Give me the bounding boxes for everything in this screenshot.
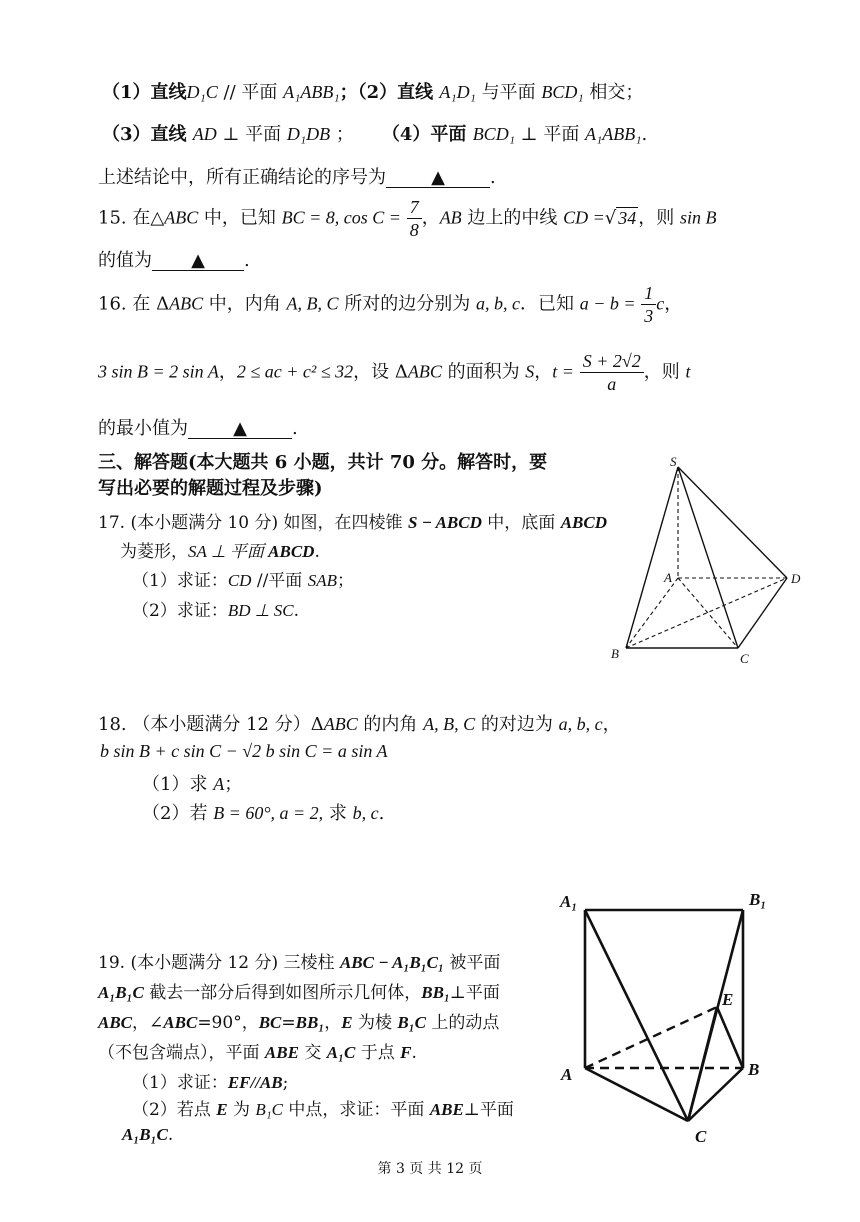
text: 相交； <box>583 82 644 103</box>
math: t = <box>552 361 574 382</box>
text: 17. (本小题满分 10 分) 如图，在四棱锥 <box>98 513 408 533</box>
math: E <box>341 1013 353 1032</box>
text: （1）直线 <box>102 82 187 103</box>
math: D₁C <box>186 82 218 102</box>
q19-line-4 <box>98 1038 417 1063</box>
q17-line-1 <box>98 508 607 533</box>
text: （3）直线 <box>102 124 193 145</box>
text: . <box>378 803 385 824</box>
vertex-label-b: B <box>611 646 619 661</box>
text: 中，内角 <box>203 293 287 315</box>
math: A₁D₁ <box>439 82 476 102</box>
text: 上述结论中，所有正确结论的序号为 <box>98 167 386 188</box>
text: . <box>244 250 250 271</box>
text: 为棱 <box>352 1013 398 1033</box>
text: . <box>490 167 496 188</box>
text: （2）求证： <box>132 601 228 621</box>
math: F <box>400 1043 412 1062</box>
text: . <box>641 124 648 145</box>
math: B₁C <box>255 1100 284 1119</box>
math: SAB <box>307 571 337 590</box>
vertex-label-c: C <box>740 651 749 666</box>
text: 的对边为 <box>475 714 559 735</box>
math: AD <box>192 124 217 144</box>
math: a, b, c <box>475 293 520 314</box>
q18-line-1 <box>98 710 621 736</box>
math: A₁ABB₁ <box>283 82 340 102</box>
text: 中，底面 <box>481 513 561 533</box>
math: SA ⊥ 平面 <box>188 542 269 561</box>
math: ABE <box>264 1043 299 1062</box>
q19-line-2 <box>98 978 500 1003</box>
denominator: 8 <box>409 220 419 240</box>
vertex-label-b: B <box>748 1060 760 1079</box>
triangle-icon: ▲ <box>233 418 247 439</box>
math: CD = <box>563 207 605 228</box>
text: （2）若点 <box>132 1100 217 1120</box>
text: ， <box>602 714 621 735</box>
math: S <box>525 361 535 382</box>
text: 为 <box>227 1100 256 1120</box>
math: ABC − A₁B₁C₁ <box>339 953 444 972</box>
math: t <box>685 361 691 382</box>
text: 的最小值为 <box>98 418 188 439</box>
q15-line-1 <box>98 196 717 241</box>
text: . <box>411 1043 417 1063</box>
math: 2 ≤ ac + c² ≤ 32 <box>236 361 354 382</box>
text: ， <box>664 293 683 315</box>
text: ．已知 <box>519 293 580 315</box>
text: ，∠ <box>132 1013 164 1033</box>
vertex-label-a: A <box>561 1065 573 1084</box>
denominator: 3 <box>644 306 654 326</box>
q19-line-1 <box>98 948 500 973</box>
math: b, c <box>352 803 379 823</box>
answer-blank[interactable] <box>386 169 490 188</box>
vertex-label-a: A <box>664 570 672 585</box>
q14-item-line-1 <box>102 78 643 104</box>
pyramid-figure <box>600 455 820 670</box>
text: 交 <box>298 1043 327 1063</box>
math: B = 60°, a = 2, <box>213 803 324 823</box>
q19-part-2-cont <box>122 1125 173 1145</box>
q18-part-1 <box>142 770 242 796</box>
text: 于点 <box>355 1043 401 1063</box>
text: // 平面 <box>217 82 284 103</box>
text: 15. 在△ <box>98 207 165 229</box>
text: ⊥平面 <box>463 1100 514 1120</box>
text: ; <box>282 1073 289 1093</box>
q16-line-2 <box>98 350 690 395</box>
section-heading-cont: 写出必要的解题过程及步骤) <box>98 478 323 499</box>
text: ⊥ 平面 <box>216 124 287 145</box>
math: ABE <box>429 1100 464 1119</box>
text: ⊥ 平面 <box>514 124 586 145</box>
math: ABC <box>98 1013 133 1032</box>
text: （2）若 <box>142 803 214 824</box>
math: sin B <box>680 207 717 228</box>
vertex-label-s: S <box>670 455 677 469</box>
text: ， <box>421 207 440 229</box>
math: S − ABCD <box>407 513 482 532</box>
q17-line-2 <box>120 537 320 562</box>
text: 为菱形， <box>120 542 188 562</box>
page-number: 第 3 页 共 12 页 <box>377 1161 483 1177</box>
math: A₁ABB₁ <box>585 124 642 144</box>
text: . <box>314 542 320 562</box>
text: 与平面 <box>475 82 542 103</box>
text: （不包含端点），平面 <box>98 1043 265 1063</box>
math: BCD₁ <box>472 124 515 144</box>
math: B₁C <box>397 1013 427 1032</box>
math: ABC <box>407 361 442 382</box>
math: ABC <box>169 293 204 314</box>
math: BC = 8, cos C = <box>281 207 401 228</box>
math: 3 sin B = 2 sin A <box>98 361 219 382</box>
q15-line-2 <box>98 246 250 272</box>
text: ； <box>330 124 354 145</box>
math: EF//AB <box>227 1073 283 1092</box>
text: （1）求 <box>142 774 214 795</box>
text: ；（2）直线 <box>339 82 440 103</box>
vertex-label-e: E <box>722 990 734 1009</box>
text: 的值为 <box>98 250 152 271</box>
text: 中，已知 <box>198 207 282 229</box>
text: 所对的边分别为 <box>338 293 476 315</box>
text: 求 <box>323 803 353 824</box>
text: 19. (本小题满分 12 分) 三棱柱 <box>98 953 340 973</box>
text: . <box>292 418 298 439</box>
text: 截去一部分后得到如图所示几何体， <box>143 983 422 1003</box>
math: E <box>216 1100 228 1119</box>
q19-part-1 <box>132 1068 288 1093</box>
q16-line-1 <box>98 282 682 327</box>
q16-line-3 <box>98 414 298 440</box>
q14-item-line-2 <box>102 120 647 146</box>
text: = <box>281 1013 296 1033</box>
text: 边上的中线 <box>461 207 564 229</box>
math: A₁B₁C <box>98 983 144 1002</box>
text: 上的动点 <box>426 1013 500 1033</box>
q17-part-2 <box>132 596 299 621</box>
triangle-icon: ▲ <box>431 167 445 188</box>
math: ABCD <box>268 542 315 561</box>
text: （1）求证： <box>132 571 228 591</box>
text: 18. （本小题满分 12 分）Δ <box>98 714 324 735</box>
q17-part-1 <box>132 566 354 591</box>
text: 的面积为 <box>441 361 526 383</box>
text: //平面 <box>251 571 308 591</box>
section-heading: 三、解答题(本大题共 6 小题，共计 70 分。解答时，要 <box>98 452 548 473</box>
text: ，则 <box>638 207 681 229</box>
math: BCD₁ <box>541 82 584 102</box>
math: a, b, c <box>558 714 603 734</box>
math: ABC <box>323 714 358 734</box>
math: A <box>213 774 225 794</box>
text: ； <box>337 571 354 591</box>
denominator: a <box>607 374 617 394</box>
q19-part-2 <box>132 1095 514 1120</box>
triangle-icon: ▲ <box>191 250 205 271</box>
math: D₁DB <box>286 124 331 144</box>
text: ， <box>534 361 553 383</box>
text: ， <box>324 1013 342 1033</box>
math: AB <box>439 207 462 228</box>
numerator: 7 <box>407 196 422 219</box>
text: . <box>293 601 300 621</box>
fraction <box>407 196 422 241</box>
text: =90°， <box>197 1013 259 1033</box>
math: A₁B₁C <box>122 1125 168 1144</box>
truncated-prism-figure <box>555 885 785 1150</box>
math: CD <box>227 571 252 590</box>
math: ABC <box>164 207 199 228</box>
q19-line-3 <box>98 1008 499 1033</box>
fraction <box>641 282 656 327</box>
text: ， <box>218 361 237 383</box>
text: （1）求证： <box>132 1073 228 1093</box>
text: ⊥平面 <box>449 983 500 1003</box>
q18-equation: b sin B + c sin C − √2 b sin C = a sin A <box>100 741 388 761</box>
math: ABC <box>163 1013 198 1032</box>
math: ABCD <box>560 513 607 532</box>
text: 的内角 <box>357 714 424 735</box>
math: A₁C <box>326 1043 356 1062</box>
answer-blank[interactable] <box>152 252 244 271</box>
text: 16. 在 Δ <box>98 293 170 315</box>
math: BB₁ <box>421 983 450 1002</box>
text: ，则 <box>643 361 686 383</box>
numerator: S + 2√2 <box>580 350 644 373</box>
math: A, B, C <box>423 714 476 734</box>
vertex-label-c: C <box>695 1127 707 1146</box>
vertex-label-a1: A₁ <box>560 892 578 911</box>
q18-part-2 <box>142 799 384 825</box>
text: ，设 Δ <box>353 361 408 383</box>
vertex-label-d: D <box>791 571 801 586</box>
q14-answer-line <box>98 163 496 189</box>
sqrt-icon: √ <box>604 207 617 229</box>
numerator: 1 <box>641 282 656 305</box>
math: BC <box>258 1013 282 1032</box>
math: A, B, C <box>286 293 339 314</box>
text: . <box>167 1125 174 1145</box>
math: BB₁ <box>295 1013 325 1032</box>
math: c <box>656 293 665 314</box>
math: BD ⊥ SC <box>227 601 294 620</box>
math: a − b = <box>579 293 636 314</box>
vertex-label-b1: B₁ <box>749 890 767 909</box>
fraction <box>580 350 644 395</box>
text: （4）平面 <box>381 124 473 145</box>
math: 34 <box>618 207 637 228</box>
text: 中点，求证：平面 <box>283 1100 430 1120</box>
text: 被平面 <box>443 953 501 973</box>
answer-blank[interactable] <box>188 420 292 439</box>
text: ； <box>224 774 243 795</box>
